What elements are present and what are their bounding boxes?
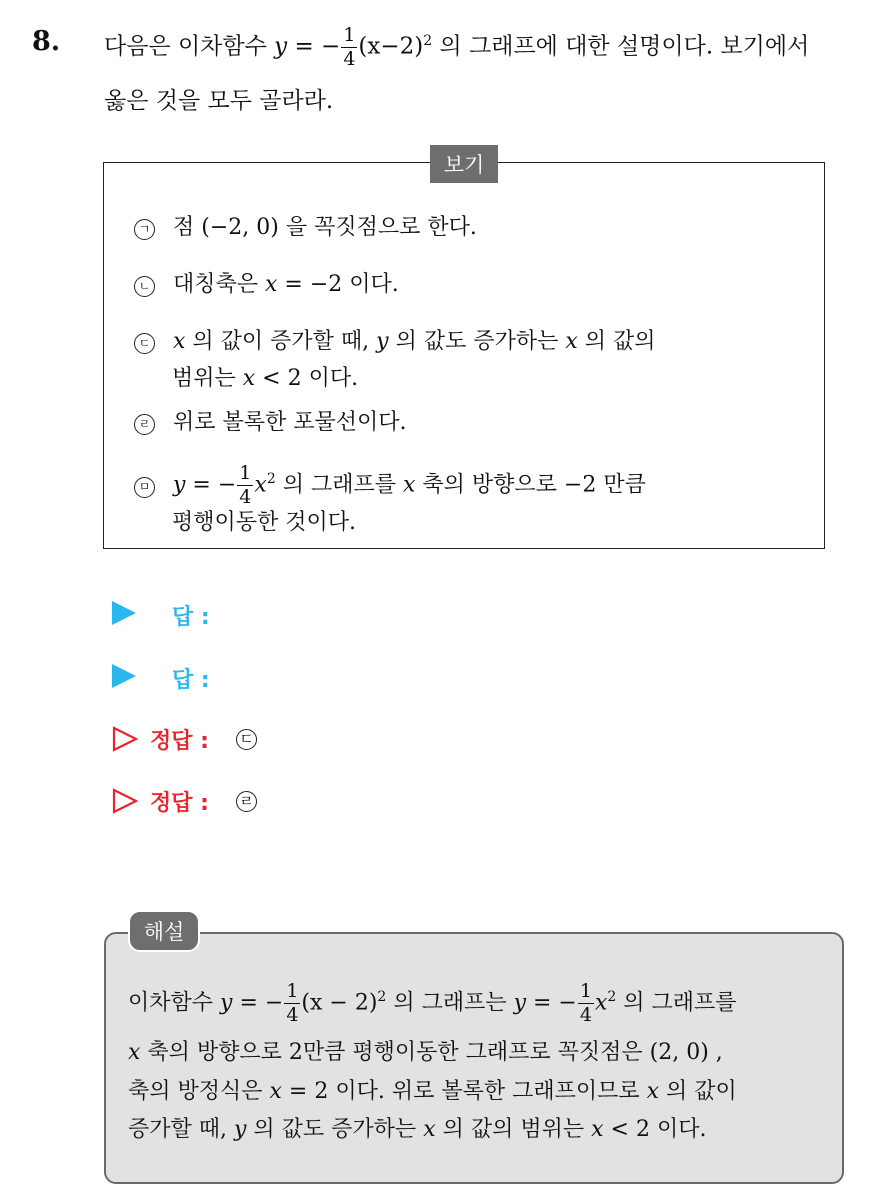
marker-circle: ㄷ <box>134 333 155 354</box>
marker-circle: ㄱ <box>134 219 155 240</box>
correct-value-2: ㄹ <box>236 791 257 812</box>
bogi-item-3[interactable]: ㄷ x 의 값이 증가할 때, y 의 값도 증가하는 x 의 값의 <box>134 327 656 357</box>
question-text-line2: 옳은 것을 모두 골라라. <box>104 88 334 114</box>
explanation-line3: 축의 방정식은 x = 2 이다. 위로 볼록한 그래프이므로 x 의 값이 <box>128 1079 737 1104</box>
correct-label-2: 정답 : <box>150 791 209 816</box>
bogi-item-1[interactable]: ㄱ 점 (−2, 0) 을 꼭짓점으로 한다. <box>134 213 477 243</box>
bogi-item-4[interactable]: ㄹ 위로 볼록한 포물선이다. <box>134 408 407 438</box>
explanation-line1: 이차함수 y = − $\frac{1}{4}$ $(x - 2)^2$ 의 그래프는 y = − $\frac{1}{4}$ $x^2$ 의 그래프를 <box>128 980 737 1026</box>
bogi-item-5-cont: 평행이동한 것이다. <box>172 510 357 535</box>
bogi-item-5[interactable]: ㅁ y = − $\frac{1}{4}$ $x^2$ 의 그래프를 x 축의 방향으로 −2 만큼 <box>134 464 646 507</box>
outline-triangle-icon <box>112 726 138 752</box>
correct-label-1: 정답 : <box>150 729 209 754</box>
fraction: $\frac{1}{4}$ <box>239 462 252 508</box>
outline-triangle-icon <box>112 788 138 814</box>
bogi-item-2[interactable]: ㄴ 대칭축은 x = −2 이다. <box>134 270 399 300</box>
fraction: $\frac{1}{4}$ <box>579 980 592 1026</box>
bogi-title: 보기 <box>430 145 498 183</box>
answer-label-2[interactable]: 답 : <box>172 668 210 693</box>
fraction: $\frac{1}{4}$ <box>343 24 356 71</box>
play-triangle-icon <box>112 601 136 625</box>
marker-circle: ㅁ <box>134 477 155 498</box>
bogi-item-3-cont: 범위는 x < 2 이다. <box>172 366 359 391</box>
question-number: 8. <box>32 26 61 57</box>
explanation-title: 해설 <box>128 910 200 952</box>
fraction: $\frac{1}{4}$ <box>286 980 299 1026</box>
explanation-line2: x 축의 방향으로 2만큼 평행이동한 그래프로 꼭짓점은 (2, 0) , <box>128 1040 723 1065</box>
answer-label-1[interactable]: 답 : <box>172 605 210 630</box>
explanation-line4: 증가할 때, y 의 값도 증가하는 x 의 값의 범위는 x < 2 이다. <box>128 1117 707 1142</box>
question-text-line1: 다음은 이차함수 y = − $\frac{1}{4}$ $(x-2)^2$ 의 그래프에 대한 설명이다. 보기에서 <box>104 24 810 71</box>
correct-value-1: ㄷ <box>236 729 257 750</box>
play-triangle-icon <box>112 664 136 688</box>
marker-circle: ㄴ <box>134 276 155 297</box>
marker-circle: ㄹ <box>134 414 155 435</box>
